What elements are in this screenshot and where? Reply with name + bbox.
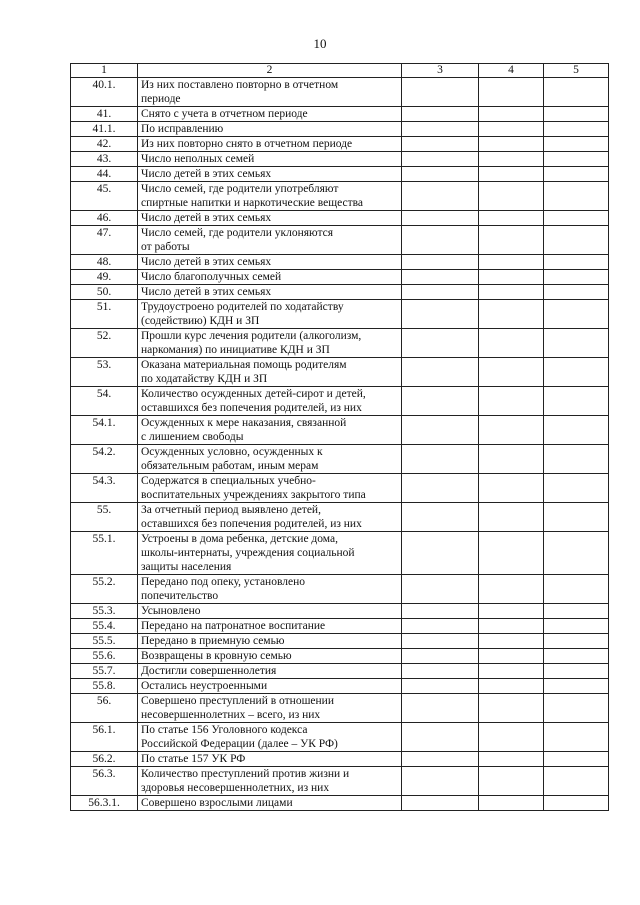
row-number: 44. — [71, 167, 138, 182]
value-cell-col-3[interactable] — [402, 664, 479, 679]
value-cell-col-5[interactable] — [544, 532, 609, 575]
row-number: 43. — [71, 152, 138, 167]
value-cell-col-5[interactable] — [544, 634, 609, 649]
row-label-line: попечительство — [141, 590, 219, 602]
value-cell-col-3[interactable] — [402, 152, 479, 167]
value-cell-col-5[interactable] — [544, 255, 609, 270]
row-label — [138, 619, 402, 634]
row-label-line: школы-интернаты, учреждения социальной — [141, 547, 355, 559]
value-cell-col-3[interactable] — [402, 285, 479, 300]
row-label — [138, 137, 402, 152]
row-number: 56.1. — [71, 723, 138, 752]
value-cell-col-4[interactable] — [479, 300, 544, 329]
row-label-line: Достигли совершеннолетия — [141, 665, 277, 677]
table-row — [71, 270, 609, 285]
value-cell-col-5[interactable] — [544, 664, 609, 679]
row-number: 49. — [71, 270, 138, 285]
table-row — [71, 416, 609, 445]
row-number: 42. — [71, 137, 138, 152]
row-number: 40.1. — [71, 78, 138, 107]
table-row — [71, 182, 609, 211]
row-number: 55.2. — [71, 575, 138, 604]
row-label-line: Число семей, где родители уклоняются — [141, 227, 334, 239]
value-cell-col-5[interactable] — [544, 167, 609, 182]
value-cell-col-4[interactable] — [479, 694, 544, 723]
value-cell-col-3[interactable] — [402, 752, 479, 767]
row-number: 56.3. — [71, 767, 138, 796]
row-label — [138, 604, 402, 619]
row-label-line: от работы — [141, 241, 190, 253]
value-cell-col-4[interactable] — [479, 78, 544, 107]
row-label-line: Количество преступлений против жизни и — [141, 768, 350, 780]
value-cell-col-4[interactable] — [479, 122, 544, 137]
row-label-line: несовершеннолетних – всего, из них — [141, 709, 321, 721]
value-cell-col-5[interactable] — [544, 211, 609, 226]
row-label-line: Прошли курс лечения родители (алкоголизм, — [141, 330, 362, 342]
value-cell-col-5[interactable] — [544, 107, 609, 122]
row-label-line: Осужденных условно, осужденных к — [141, 446, 323, 458]
row-number: 54.1. — [71, 416, 138, 445]
value-cell-col-3[interactable] — [402, 270, 479, 285]
value-cell-col-5[interactable] — [544, 122, 609, 137]
value-cell-col-3[interactable] — [402, 226, 479, 255]
row-number: 54.2. — [71, 445, 138, 474]
row-label — [138, 532, 402, 575]
row-label-line: Оказана материальная помощь родителям — [141, 359, 347, 371]
table-row — [71, 358, 609, 387]
column-header-4: 4 — [479, 64, 544, 78]
row-label — [138, 474, 402, 503]
value-cell-col-4[interactable] — [479, 649, 544, 664]
row-label-line: оставшихся без попечения родителей, из них — [141, 518, 362, 530]
value-cell-col-3[interactable] — [402, 300, 479, 329]
row-label-line: Число семей, где родители употребляют — [141, 183, 339, 195]
value-cell-col-3[interactable] — [402, 211, 479, 226]
value-cell-col-3[interactable] — [402, 604, 479, 619]
row-number: 55.7. — [71, 664, 138, 679]
column-header-3: 3 — [402, 64, 479, 78]
row-label — [138, 387, 402, 416]
row-label — [138, 796, 402, 811]
row-number: 45. — [71, 182, 138, 211]
value-cell-col-4[interactable] — [479, 211, 544, 226]
value-cell-col-4[interactable] — [479, 767, 544, 796]
table-row — [71, 211, 609, 226]
value-cell-col-4[interactable] — [479, 358, 544, 387]
value-cell-col-5[interactable] — [544, 575, 609, 604]
row-label — [138, 634, 402, 649]
row-label — [138, 285, 402, 300]
value-cell-col-3[interactable] — [402, 767, 479, 796]
row-label-line: Число детей в этих семьях — [141, 256, 272, 268]
value-cell-col-5[interactable] — [544, 78, 609, 107]
row-label — [138, 226, 402, 255]
table-row — [71, 679, 609, 694]
value-cell-col-4[interactable] — [479, 575, 544, 604]
value-cell-col-3[interactable] — [402, 474, 479, 503]
value-cell-col-4[interactable] — [479, 152, 544, 167]
row-number: 55.4. — [71, 619, 138, 634]
value-cell-col-3[interactable] — [402, 532, 479, 575]
value-cell-col-5[interactable] — [544, 767, 609, 796]
row-label-line: (содействию) КДН и ЗП — [141, 315, 260, 327]
row-label — [138, 300, 402, 329]
value-cell-col-5[interactable] — [544, 503, 609, 532]
value-cell-col-3[interactable] — [402, 78, 479, 107]
value-cell-col-4[interactable] — [479, 107, 544, 122]
row-number: 51. — [71, 300, 138, 329]
row-label-line: Количество осужденных детей-сирот и детей, — [141, 388, 366, 400]
value-cell-col-3[interactable] — [402, 649, 479, 664]
row-number: 56. — [71, 694, 138, 723]
value-cell-col-3[interactable] — [402, 329, 479, 358]
row-number: 46. — [71, 211, 138, 226]
row-number: 55.6. — [71, 649, 138, 664]
row-label — [138, 416, 402, 445]
row-label-line: По статье 157 УК РФ — [141, 753, 246, 765]
value-cell-col-3[interactable] — [402, 445, 479, 474]
value-cell-col-3[interactable] — [402, 796, 479, 811]
value-cell-col-3[interactable] — [402, 137, 479, 152]
value-cell-col-4[interactable] — [479, 664, 544, 679]
value-cell-col-3[interactable] — [402, 416, 479, 445]
row-label — [138, 255, 402, 270]
value-cell-col-3[interactable] — [402, 723, 479, 752]
value-cell-col-3[interactable] — [402, 679, 479, 694]
table-row — [71, 122, 609, 137]
value-cell-col-4[interactable] — [479, 532, 544, 575]
value-cell-col-4[interactable] — [479, 270, 544, 285]
value-cell-col-4[interactable] — [479, 445, 544, 474]
row-label-line: Число детей в этих семьях — [141, 168, 272, 180]
row-label — [138, 679, 402, 694]
value-cell-col-4[interactable] — [479, 226, 544, 255]
row-label-line: воспитательных учреждениях закрытого типа — [141, 489, 366, 501]
value-cell-col-5[interactable] — [544, 796, 609, 811]
row-number: 48. — [71, 255, 138, 270]
row-label-line: Совершено преступлений в отношении — [141, 695, 334, 707]
row-label-line: Число детей в этих семьях — [141, 212, 272, 224]
table-row — [71, 619, 609, 634]
row-number: 55.5. — [71, 634, 138, 649]
row-label — [138, 664, 402, 679]
row-label-line: здоровья несовершеннолетних, из них — [141, 782, 330, 794]
row-label — [138, 270, 402, 285]
row-label-line: защиты населения — [141, 561, 232, 573]
table-row — [71, 474, 609, 503]
value-cell-col-4[interactable] — [479, 285, 544, 300]
table-row — [71, 767, 609, 796]
table-row — [71, 255, 609, 270]
table-row — [71, 329, 609, 358]
table-row — [71, 796, 609, 811]
row-label — [138, 767, 402, 796]
value-cell-col-5[interactable] — [544, 387, 609, 416]
value-cell-col-4[interactable] — [479, 503, 544, 532]
row-label — [138, 358, 402, 387]
row-label-line: Осужденных к мере наказания, связанной — [141, 417, 347, 429]
row-label-line: Передано в приемную семью — [141, 635, 285, 647]
row-label-line: Устроены в дома ребенка, детские дома, — [141, 533, 338, 545]
row-label — [138, 445, 402, 474]
row-label-line: Возвращены в кровную семью — [141, 650, 292, 662]
value-cell-col-3[interactable] — [402, 634, 479, 649]
value-cell-col-3[interactable] — [402, 387, 479, 416]
row-number: 54.3. — [71, 474, 138, 503]
row-number: 41. — [71, 107, 138, 122]
value-cell-col-5[interactable] — [544, 694, 609, 723]
row-label — [138, 122, 402, 137]
table-row — [71, 137, 609, 152]
row-label-line: Передано под опеку, установлено — [141, 576, 305, 588]
row-label-line: Трудоустроено родителей по ходатайству — [141, 301, 344, 313]
row-label-line: Из них поставлено повторно в отчетном — [141, 79, 339, 91]
table-row — [71, 694, 609, 723]
row-label-line: Российской Федерации (далее – УК РФ) — [141, 738, 338, 750]
value-cell-col-5[interactable] — [544, 649, 609, 664]
row-label — [138, 211, 402, 226]
row-label-line: По исправлению — [141, 123, 224, 135]
row-label — [138, 694, 402, 723]
value-cell-col-4[interactable] — [479, 634, 544, 649]
value-cell-col-3[interactable] — [402, 182, 479, 211]
value-cell-col-4[interactable] — [479, 796, 544, 811]
value-cell-col-3[interactable] — [402, 255, 479, 270]
table-row — [71, 167, 609, 182]
value-cell-col-5[interactable] — [544, 329, 609, 358]
table-row — [71, 387, 609, 416]
table-row — [71, 664, 609, 679]
value-cell-col-4[interactable] — [479, 329, 544, 358]
table-row — [71, 300, 609, 329]
row-label — [138, 182, 402, 211]
value-cell-col-5[interactable] — [544, 752, 609, 767]
value-cell-col-5[interactable] — [544, 137, 609, 152]
row-label-line: наркомания) по инициативе КДН и ЗП — [141, 344, 330, 356]
row-number: 54. — [71, 387, 138, 416]
table-row — [71, 152, 609, 167]
row-number: 55.3. — [71, 604, 138, 619]
row-label-line: По статье 156 Уголовного кодекса — [141, 724, 308, 736]
value-cell-col-5[interactable] — [544, 285, 609, 300]
table-row — [71, 752, 609, 767]
value-cell-col-5[interactable] — [544, 619, 609, 634]
value-cell-col-3[interactable] — [402, 107, 479, 122]
value-cell-col-5[interactable] — [544, 604, 609, 619]
value-cell-col-4[interactable] — [479, 723, 544, 752]
row-label-line: по ходатайству КДН и ЗП — [141, 373, 268, 385]
value-cell-col-4[interactable] — [479, 255, 544, 270]
row-label-line: Остались неустроенными — [141, 680, 268, 692]
row-number: 56.2. — [71, 752, 138, 767]
row-label-line: Число неполных семей — [141, 153, 255, 165]
value-cell-col-3[interactable] — [402, 358, 479, 387]
value-cell-col-4[interactable] — [479, 416, 544, 445]
table-body — [71, 78, 609, 811]
row-label-line: Снято с учета в отчетном периоде — [141, 108, 308, 120]
row-label — [138, 167, 402, 182]
row-label — [138, 575, 402, 604]
value-cell-col-3[interactable] — [402, 122, 479, 137]
value-cell-col-4[interactable] — [479, 167, 544, 182]
value-cell-col-5[interactable] — [544, 226, 609, 255]
row-number: 55.8. — [71, 679, 138, 694]
row-label-line: обязательным работам, иным мерам — [141, 460, 319, 472]
table-row — [71, 445, 609, 474]
table-row — [71, 649, 609, 664]
value-cell-col-4[interactable] — [479, 619, 544, 634]
row-number: 50. — [71, 285, 138, 300]
row-label — [138, 329, 402, 358]
row-label-line: За отчетный период выявлено детей, — [141, 504, 321, 516]
row-label — [138, 503, 402, 532]
row-number: 41.1. — [71, 122, 138, 137]
value-cell-col-5[interactable] — [544, 182, 609, 211]
row-number: 53. — [71, 358, 138, 387]
row-number: 47. — [71, 226, 138, 255]
table-row — [71, 575, 609, 604]
row-label-line: с лишением свободы — [141, 431, 244, 443]
value-cell-col-3[interactable] — [402, 575, 479, 604]
row-label — [138, 152, 402, 167]
value-cell-col-5[interactable] — [544, 416, 609, 445]
value-cell-col-5[interactable] — [544, 474, 609, 503]
row-label-line: Передано на патронатное воспитание — [141, 620, 326, 632]
row-label-line: Число детей в этих семьях — [141, 286, 272, 298]
row-label-line: Из них повторно снято в отчетном периоде — [141, 138, 353, 150]
row-label — [138, 723, 402, 752]
table-row — [71, 723, 609, 752]
value-cell-col-3[interactable] — [402, 694, 479, 723]
value-cell-col-4[interactable] — [479, 679, 544, 694]
table-row — [71, 532, 609, 575]
column-header-2: 2 — [138, 64, 402, 78]
row-label — [138, 752, 402, 767]
value-cell-col-3[interactable] — [402, 503, 479, 532]
row-label-line: Усыновлено — [141, 605, 201, 617]
value-cell-col-4[interactable] — [479, 752, 544, 767]
row-label-line: Содержатся в специальных учебно- — [141, 475, 316, 487]
value-cell-col-3[interactable] — [402, 167, 479, 182]
table-row — [71, 503, 609, 532]
table-row — [71, 285, 609, 300]
value-cell-col-5[interactable] — [544, 679, 609, 694]
value-cell-col-3[interactable] — [402, 619, 479, 634]
header-row — [71, 64, 609, 78]
column-header-5: 5 — [544, 64, 609, 78]
table-row — [71, 226, 609, 255]
page-number: 10 — [313, 36, 327, 51]
row-label — [138, 78, 402, 107]
value-cell-col-5[interactable] — [544, 358, 609, 387]
table-row — [71, 604, 609, 619]
value-cell-col-4[interactable] — [479, 387, 544, 416]
report-table — [70, 63, 609, 811]
row-label — [138, 107, 402, 122]
value-cell-col-5[interactable] — [544, 723, 609, 752]
table-row — [71, 634, 609, 649]
value-cell-col-4[interactable] — [479, 137, 544, 152]
row-number: 52. — [71, 329, 138, 358]
value-cell-col-5[interactable] — [544, 270, 609, 285]
row-label-line: Совершено взрослыми лицами — [141, 797, 293, 809]
table-row — [71, 78, 609, 107]
row-label-line: Число благополучных семей — [141, 271, 282, 283]
row-number: 55.1. — [71, 532, 138, 575]
row-label — [138, 649, 402, 664]
row-label-line: периоде — [141, 93, 181, 105]
value-cell-col-5[interactable] — [544, 152, 609, 167]
value-cell-col-4[interactable] — [479, 474, 544, 503]
row-number: 55. — [71, 503, 138, 532]
column-header-1: 1 — [71, 64, 138, 78]
value-cell-col-5[interactable] — [544, 445, 609, 474]
row-label-line: оставшихся без попечения родителей, из них — [141, 402, 362, 414]
table-row — [71, 107, 609, 122]
row-label-line: спиртные напитки и наркотические вещества — [141, 197, 363, 209]
value-cell-col-4[interactable] — [479, 604, 544, 619]
value-cell-col-5[interactable] — [544, 300, 609, 329]
value-cell-col-4[interactable] — [479, 182, 544, 211]
row-number: 56.3.1. — [71, 796, 138, 811]
